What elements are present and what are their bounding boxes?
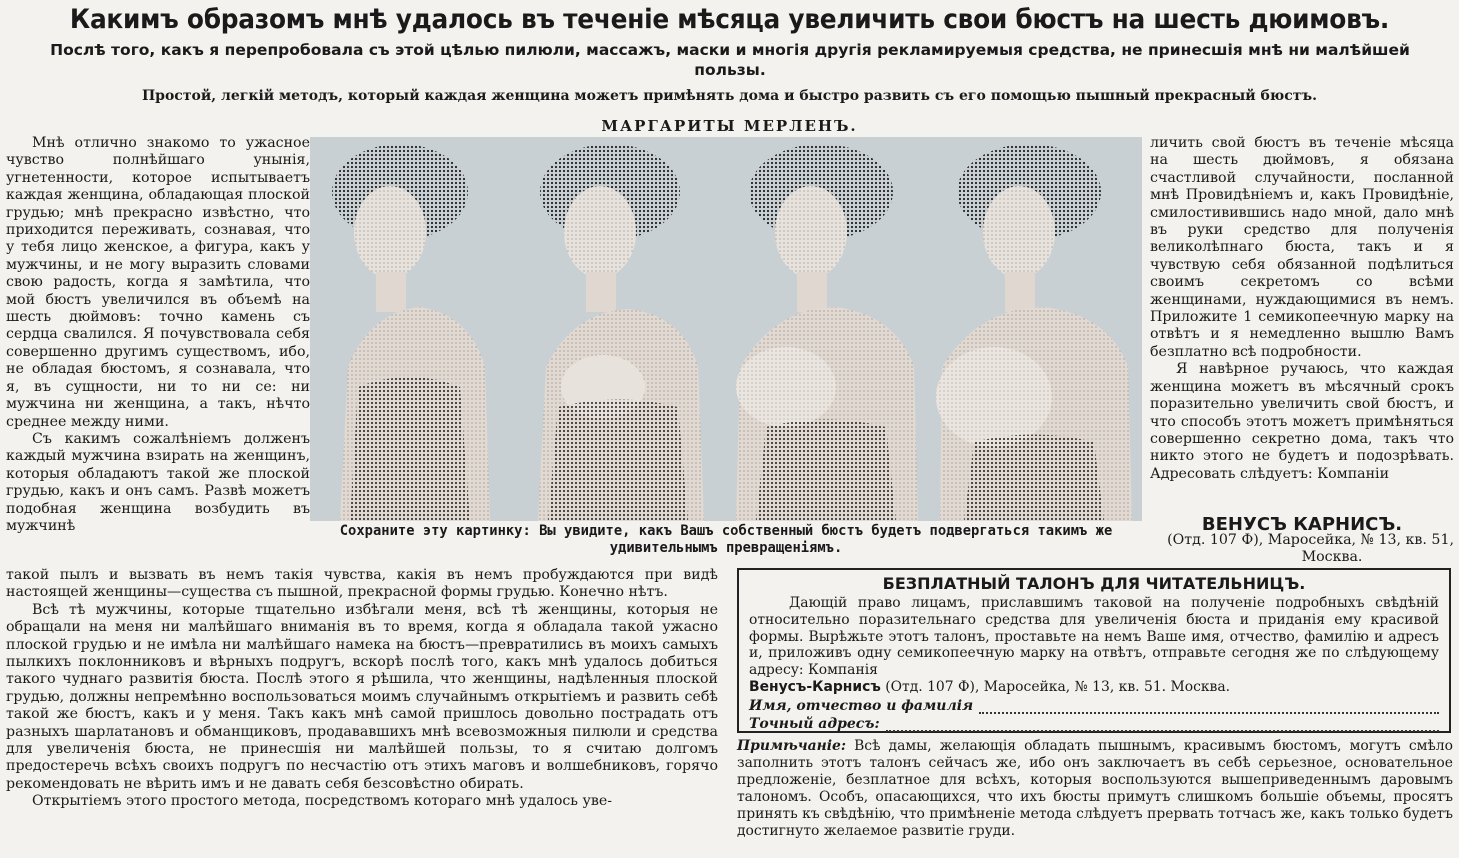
method-subheadline: Простой, легкій методъ, который каждая женщина можетъ примѣнять дома и быстро развить съ его помощью пышный прекрасный бюстъ. bbox=[141, 88, 1318, 104]
coupon-address: (Отд. 107 Ф), Маросейка, № 13, кв. 51. Москва. bbox=[880, 678, 1231, 695]
figure-2 bbox=[538, 144, 704, 521]
paragraph: Мнѣ отлично знакомо то ужасное чувство полнѣйшаго унынія, угнетенности, которое испытываетъ каждая женщина, обладающая плоской грудью; мнѣ прекрасно извѣстно, что приходится переживать, сознавая, что у тебя лицо женское, а фигура, какъ у мужчины, и не могу выразить словами свою радость, когда я замѣтила, что мой бюстъ увеличился въ объемѣ на шесть дюймовъ: точно камень съ сердца свалился. Я почувствовала себя совершенно другимъ существомъ, ибо, не обладая бюстомъ, я сознавала, что я, въ сущности, ни то ни се: ни мужчина ни женщина, а такъ, нѣчто среднее между ними. bbox=[6, 135, 310, 430]
address-field-label: Точный адресъ: bbox=[749, 715, 880, 732]
coupon-body bbox=[749, 595, 1439, 696]
note-label: Примѣчаніе: bbox=[737, 738, 847, 754]
right-column bbox=[1150, 135, 1454, 483]
author-byline: МАРГАРИТЫ МЕРЛЕНЪ. bbox=[601, 117, 858, 135]
coupon-title: БЕЗПЛАТНЫЙ ТАЛОНЪ ДЛЯ ЧИТАТЕЛЬНИЦЪ. bbox=[882, 574, 1306, 593]
left-column bbox=[6, 135, 310, 535]
address-field-line[interactable] bbox=[886, 718, 1439, 732]
address-line-1: (Отд. 107 Ф), Маросейка, № 13, кв. 51, bbox=[1167, 532, 1454, 548]
paragraph: Съ какимъ сожалѣніемъ долженъ каждый мужчина взирать на женщинъ, которыя обладаютъ такой же плоской грудью, какъ и онъ самъ. Развѣ можетъ подобная женщина возбудить въ мужчинѣ bbox=[6, 430, 310, 534]
figure-4 bbox=[936, 144, 1132, 521]
name-field-line[interactable] bbox=[979, 700, 1439, 714]
free-coupon bbox=[737, 568, 1451, 733]
coupon-company: Венусъ-Карнисъ bbox=[749, 678, 881, 695]
paragraph: личить свой бюстъ въ теченіе мѣсяца на шесть дюймовъ, я обязана счастливой случайности, посланной мнѣ Провидѣніемъ и, какъ Провидѣніе, смилостивившись надо мной, дало мнѣ въ руки средство для полученія великолѣпнаго бюста, такъ и я чувствую себя обязанной подѣлиться своимъ секретомъ со всѣми женщинами, нуждающимися въ немъ. Приложите 1 семикопеечную марку на отвѣтъ и я немедленно вышлю Вамъ безплатно всѣ подробности. bbox=[1150, 135, 1454, 360]
coupon-text: Дающій право лицамъ, приславшимъ таковой на полученіе подробныхъ свѣдѣній относительно поразительнаго средства для увеличенія бюста и приданія ему красивой формы. Вырѣжьте этотъ талонъ, проставьте на немъ Ваше имя, отчество, фамилію и адресъ и, приложивъ одну семикопеечную марку на отвѣтъ, отправьте сегодня же по слѣдующему адресу: Компанія bbox=[749, 595, 1439, 679]
note-text: Всѣ дамы, желающія обладать пышнымъ, красивымъ бюстомъ, могутъ смѣло заполнить этотъ талонъ сейчасъ же, ибо онъ заключаетъ въ себѣ серьезное, основательное предложеніе, безплатное для всѣхъ, которыя воспользуются вышеприведеннымъ даровымъ талономъ. Особъ, опасающихся, что ихъ бюсты примутъ слишкомъ большіе объемы, просятъ принять къ свѣдѣнію, что примѣненіе метода слѣдуетъ прервать тотчасъ же, какъ только будетъ достигнуто желаемое развитіе груди. bbox=[737, 738, 1453, 839]
paragraph: Я навѣрное ручаюсь, что каждая женщина можетъ въ мѣсячный срокъ поразительно увеличить свой бюстъ, и что способъ этотъ можетъ примѣняться совершенно секретно дома, такъ что никто этого не будетъ и подозрѣвать. Адресовать слѣдуетъ: Компаніи bbox=[1150, 361, 1454, 482]
subheadline: Послѣ того, какъ я перепробовала съ этой цѣлью пилюли, массажъ, маски и многія другія рекламируемыя средства, не принесшія мнѣ ни малѣйшей пользы. bbox=[50, 41, 1410, 79]
paragraph: Всѣ тѣ мужчины, которые тщательно избѣгали меня, всѣ тѣ женщины, которыя не обращали на меня ни малѣйшаго вниманія въ то время, когда я обладала такой ужасно плоской грудью и не имѣла ни малѣйшаго намека на бюстъ—превратились въ моихъ самыхъ пылкихъ поклонниковъ и вѣрныхъ подругъ, вскорѣ послѣ того, какъ мнѣ удалось добиться такого чуднаго развитія бюста. Послѣ этого я рѣшила, что женщины, надѣленныя плоской грудью, должны непремѣнно воспользоваться моимъ случайнымъ открытіемъ и развить себѣ такой же бюстъ, какъ и у меня. Такъ какъ мнѣ самой пришлось довольно пострадать отъ разныхъ шарлатановъ и обманщиковъ, продававшихъ мнѣ всевозможныя пилюли и средства для увеличенія бюста, не принесшія ни малѣйшей пользы, то я считаю долгомъ предостеречь всѣхъ своихъ подругъ по несчастію отъ этихъ маговъ и волшебниковъ, горячо рекомендовать не вѣрить имъ и не давать себя безсовѣстно обирать. bbox=[6, 601, 718, 792]
name-field-label: Имя, отчество и фамилія bbox=[749, 697, 974, 714]
illustration-svg bbox=[310, 137, 1142, 521]
paragraph: Открытіемъ этого простого метода, посредствомъ котораго мнѣ удалось уве- bbox=[32, 793, 613, 810]
address-line-2: Москва. bbox=[1301, 549, 1363, 565]
four-women-illustration bbox=[310, 137, 1142, 521]
address-field-row[interactable] bbox=[749, 716, 1439, 732]
company-address bbox=[1150, 532, 1454, 566]
bottom-column bbox=[6, 567, 718, 811]
note bbox=[737, 738, 1453, 840]
figure-3 bbox=[736, 144, 918, 521]
figure-1 bbox=[332, 144, 490, 521]
name-field-row[interactable] bbox=[749, 698, 1439, 714]
company-name: ВЕНУСЪ КАРНИСЪ. bbox=[1201, 514, 1403, 535]
headline: Какимъ образомъ мнѣ удалось въ теченіе мѣсяца увеличить свои бюстъ на шесть дюимовъ. bbox=[69, 4, 1390, 35]
paragraph: такой пылъ и вызвать въ немъ такія чувства, какія въ немъ пробуждаются при видѣ настоящей женщины—существа съ пышной, прекрасной формы грудью. Конечно нѣтъ. bbox=[6, 567, 718, 601]
illustration-caption: Сохраните эту картинку: Вы увидите, какъ Вашъ собственный бюстъ будетъ подвергаться такимъ же удивительнымъ превращеніямъ. bbox=[339, 523, 1113, 556]
